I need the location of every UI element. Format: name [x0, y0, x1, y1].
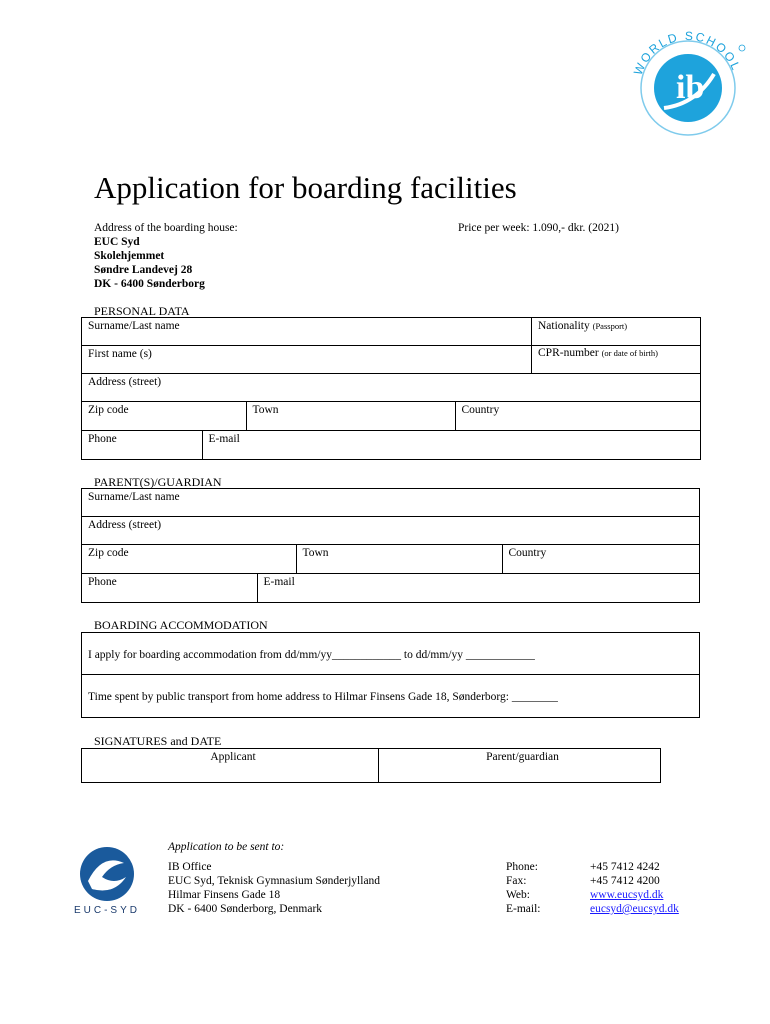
section-label-personal: PERSONAL DATA [94, 304, 190, 318]
parent-form [81, 488, 700, 603]
boarding-dates-field[interactable]: I apply for boarding accommodation from dd/mm/yy____________ to dd/mm/yy ____________ [82, 633, 700, 675]
address-line: Skolehjemmet [94, 250, 165, 262]
office-address: IB Office EUC Syd, Teknisk Gymnasium Sønderjylland Hilmar Finsens Gade 18 DK - 6400 Sønderborg, Denmark [168, 861, 381, 915]
section-label-parent: PARENT(S)/GUARDIAN [94, 475, 222, 489]
parent-country-field[interactable]: Country [508, 547, 547, 559]
zip-field[interactable]: Zip code [82, 402, 246, 430]
website-link[interactable]: www.eucsyd.dk [590, 889, 664, 901]
cpr-field[interactable]: CPR-number (or date of birth) [532, 346, 701, 374]
svg-text:WORLD SCHOOL: WORLD SCHOOL [630, 28, 744, 78]
parent-zip-field[interactable]: Zip code [82, 545, 296, 573]
contact-labels: Phone: Fax: Web: E-mail: [506, 861, 541, 915]
personal-data-form [81, 317, 701, 460]
email-field[interactable]: E-mail [208, 433, 240, 445]
section-label-signatures: SIGNATURES and DATE [94, 734, 222, 748]
applicant-signature-field[interactable]: Applicant [82, 749, 379, 783]
fax-number: +45 7412 4200 [590, 875, 660, 887]
parent-email-field[interactable]: E-mail [263, 576, 295, 588]
transport-time-field[interactable]: Time spent by public transport from home address to Hilmar Finsens Gade 18, Sønderborg: ________ [82, 675, 700, 718]
address-line: DK - 6400 Sønderborg [94, 278, 205, 290]
parent-surname-field[interactable]: Surname/Last name [82, 489, 700, 517]
address-line: EUC Syd [94, 236, 140, 248]
parent-signature-field[interactable]: Parent/guardian [379, 749, 661, 783]
parent-town-field[interactable]: Town [296, 545, 502, 573]
phone-field[interactable]: Phone [82, 431, 202, 459]
price-per-week: Price per week: 1.090,- dkr. (2021) [458, 222, 619, 234]
svg-text:EUC-SYD: EUC-SYD [73, 905, 141, 915]
parent-address-field[interactable]: Address (street) [82, 517, 700, 545]
parent-phone-field[interactable]: Phone [82, 574, 257, 602]
euc-syd-logo [62, 845, 152, 915]
ib-world-school-logo [626, 26, 750, 138]
country-field[interactable]: Country [461, 404, 500, 416]
section-label-boarding: BOARDING ACCOMMODATION [94, 618, 268, 632]
page-title: Application for boarding facilities [94, 170, 517, 205]
phone-number: +45 7412 4242 [590, 861, 660, 873]
town-field[interactable]: Town [246, 402, 455, 430]
nationality-field[interactable]: Nationality (Passport) [532, 318, 701, 346]
first-name-field[interactable]: First name (s) [82, 346, 532, 374]
signatures-form [81, 748, 661, 783]
email-link[interactable]: eucsyd@eucsyd.dk [590, 903, 679, 915]
boarding-form [81, 632, 700, 718]
svg-text:ib: ib [676, 69, 705, 106]
address-field[interactable]: Address (street) [82, 374, 701, 402]
boarding-address: Address of the boarding house: EUC Syd Skolehjemmet Søndre Landevej 28 DK - 6400 Sønderborg [94, 222, 238, 290]
surname-field[interactable]: Surname/Last name [82, 318, 532, 346]
contact-values [590, 860, 679, 916]
address-line: Søndre Landevej 28 [94, 264, 193, 276]
sent-to-label: Application to be sent to: [168, 841, 285, 853]
